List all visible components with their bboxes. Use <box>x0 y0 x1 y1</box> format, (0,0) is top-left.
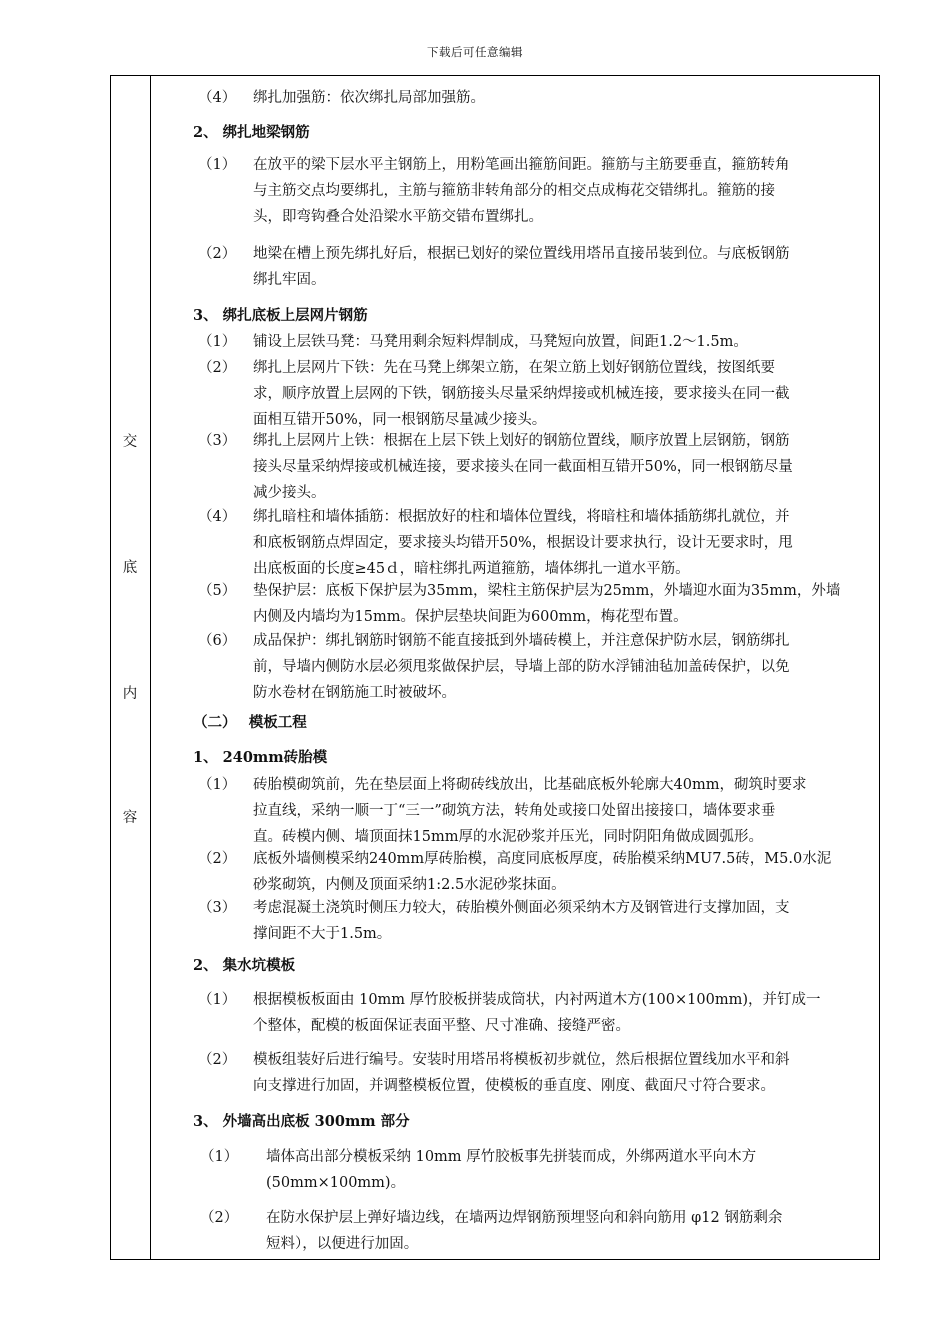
item-text-line: 和底板钢筋点焊固定，要求接头均错开50%，根据设计要求执行，设计无要求时，甩 <box>253 535 793 551</box>
item-text-line: 内侧及内墙均为15mm。保护层垫块间距为600mm，梅花型布置。 <box>253 609 688 625</box>
item-number: （3） <box>198 433 237 449</box>
item-text-line: 模板组装好后进行编号。安装时用塔吊将模板初步就位，然后根据位置线加水平和斜 <box>253 1052 790 1068</box>
item-text-line: 接头尽量采纳焊接或机械连接，要求接头在同一截面相互错开50%，同一根钢筋尽量 <box>253 459 793 475</box>
heading-upper-mesh: 3、 绑扎底板上层网片钢筋 <box>193 307 368 324</box>
item-number: （4） <box>198 509 237 525</box>
item-text-line: 出底板面的长度≥45ｄ，暗柱绑扎两道箍筋，墙体绑扎一道水平筋。 <box>253 561 690 577</box>
item-number: （1） <box>198 334 237 350</box>
item-text-line: (50mm×100mm)。 <box>266 1175 406 1191</box>
item-number: （2） <box>198 246 237 262</box>
item-text-line: 绑扎上层网片上铁：根据在上层下铁上划好的钢筋位置线，顺序放置上层钢筋，钢筋 <box>253 433 790 449</box>
item-text-line: 个整体，配模的板面保证表面平整、尺寸准确、接缝严密。 <box>253 1018 630 1034</box>
item-number: （2） <box>200 1210 239 1226</box>
content-cell <box>150 75 880 1260</box>
page-header: 下载后可任意编辑 <box>427 45 523 59</box>
item-text: 绑扎加强筋：依次绑扎局部加强筋。 <box>253 90 485 106</box>
item-text-line: 底板外墙侧模采纳240mm厚砖胎模，高度同底板厚度，砖胎模采纳MU7.5砖，M5.0水泥 <box>253 851 832 867</box>
heading-ground-beam: 2、 绑扎地梁钢筋 <box>193 124 310 141</box>
item-text-line: 减少接头。 <box>253 485 326 501</box>
side-label-char-3: 内 <box>122 686 138 702</box>
item-text-line: 面相互错开50%，同一根钢筋尽量减少接头。 <box>253 412 547 428</box>
item-text-line: 拉直线，采纳一顺一丁“三一”砌筑方法，转角处或接口处留出接接口，墙体要求垂 <box>253 803 776 819</box>
item-text-line: 绑扎暗柱和墙体插筋：根据放好的柱和墙体位置线，将暗柱和墙体插筋绑扎就位，并 <box>253 509 790 525</box>
item-text-line: 向支撑进行加固，并调整模板位置，使模板的垂直度、刚度、截面尺寸符合要求。 <box>253 1078 775 1094</box>
item-text-line: 防水卷材在钢筋施工时被破坏。 <box>253 685 456 701</box>
item-number: （3） <box>198 900 237 916</box>
item-text-line: 撑间距不大于1.5m。 <box>253 926 392 942</box>
item-text-line: 短料），以便进行加固。 <box>266 1236 419 1252</box>
item-number: （5） <box>198 583 237 599</box>
item-number: （2） <box>198 360 237 376</box>
item-text-line: 求，顺序放置上层网的下铁，钢筋接头尽量采纳焊接或机械连接，要求接头在同一截 <box>253 386 790 402</box>
side-label-char-1: 交 <box>122 434 138 450</box>
item-text-line: 垫保护层：底板下保护层为35mm，梁柱主筋保护层为25mm，外墙迎水面为35mm，外墙 <box>253 583 841 599</box>
item-number: （1） <box>198 777 237 793</box>
item-number: （1） <box>198 157 237 173</box>
item-text-line: 地梁在槽上预先绑扎好后，根据已划好的梁位置线用塔吊直接吊装到位。与底板钢筋 <box>253 246 790 262</box>
item-text-line: 墙体高出部分模板采纳 10mm 厚竹胶板事先拼装而成，外绑两道水平向木方 <box>266 1149 757 1165</box>
item-number: （2） <box>198 1052 237 1068</box>
item-text-line: 砖胎模砌筑前，先在垫层面上将砌砖线放出，比基础底板外轮廓大40mm，砌筑时要求 <box>253 777 807 793</box>
heading-formwork: （二） 模板工程 <box>193 714 307 731</box>
side-label-char-4: 容 <box>122 810 138 826</box>
item-text-line: 成品保护：绑扎钢筋时钢筋不能直接抵到外墙砖模上，并注意保护防水层，钢筋绑扎 <box>253 633 790 649</box>
item-text-line: 绑扎上层网片下铁：先在马凳上绑架立筋，在架立筋上划好钢筋位置线，按图纸要 <box>253 360 775 376</box>
item-text-line: 头，即弯钩叠合处沿梁水平筋交错布置绑扎。 <box>253 209 543 225</box>
item-text-line: 考虑混凝土浇筑时侧压力较大，砖胎模外侧面必须采纳木方及钢管进行支撑加固，支 <box>253 900 790 916</box>
side-label-char-2: 底 <box>122 560 138 576</box>
item-number: （4） <box>198 90 237 106</box>
heading-outer-wall: 3、 外墙高出底板 300mm 部分 <box>193 1113 410 1130</box>
heading-brick-mould: 1、 240mm砖胎模 <box>193 749 328 766</box>
item-text-line: 直。砖模内侧、墙顶面抹15mm厚的水泥砂浆并压光，同时阴阳角做成圆弧形。 <box>253 829 763 845</box>
item-number: （1） <box>198 992 237 1008</box>
item-text-line: 砂浆砌筑，内侧及顶面采纳1:2.5水泥砂浆抹面。 <box>253 877 566 893</box>
item-number: （1） <box>200 1149 239 1165</box>
heading-sump-pit: 2、 集水坑模板 <box>193 957 296 974</box>
item-text-line: 在防水保护层上弹好墙边线，在墙两边焊钢筋预埋竖向和斜向筋用 φ12 钢筋剩余 <box>266 1210 783 1226</box>
item-text-line: 与主筋交点均要绑扎，主筋与箍筋非转角部分的相交点成梅花交错绑扎。箍筋的接 <box>253 183 775 199</box>
item-text-line: 绑扎牢固。 <box>253 272 326 288</box>
item-number: （6） <box>198 633 237 649</box>
item-text-line: 前，导墙内侧防水层必须甩浆做保护层，导墙上部的防水浮铺油毡加盖砖保护，以免 <box>253 659 790 675</box>
item-text-line: 铺设上层铁马凳：马凳用剩余短料焊制成，马凳短向放置，间距1.2～1.5m。 <box>253 334 748 350</box>
item-text-line: 在放平的梁下层水平主钢筋上，用粉笔画出箍筋间距。箍筋与主筋要垂直，箍筋转角 <box>253 157 790 173</box>
item-text-line: 根据模板板面由 10mm 厚竹胶板拼装成筒状，内衬两道木方(100×100mm)，并钉成一 <box>253 992 821 1008</box>
item-number: （2） <box>198 851 237 867</box>
